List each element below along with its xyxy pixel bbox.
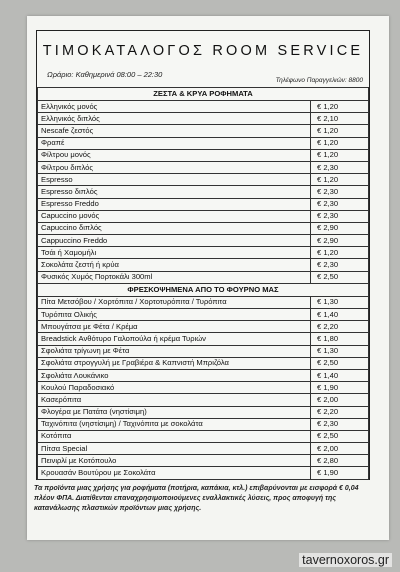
order-phone: Τηλέφωνο Παραγγελιών: 8800: [275, 77, 363, 84]
item-name: Κρουασάν Βουτύρου με Σοκολάτα: [38, 467, 311, 479]
menu-item-row: [38, 333, 369, 345]
item-price: € 1,90: [311, 467, 369, 479]
item-price: € 1,80: [311, 333, 369, 345]
menu-item-row: [38, 394, 369, 406]
item-price: € 2,10: [311, 113, 369, 125]
item-price: € 2,30: [311, 186, 369, 198]
item-price: € 2,00: [311, 443, 369, 455]
item-price: € 2,00: [311, 394, 369, 406]
menu-item-row: [38, 443, 369, 455]
item-price: € 1,30: [311, 296, 369, 308]
section-title: ΦΡΕΣΚΟΨΗΜΕΝΑ ΑΠΟ ΤΟ ΦΟΥΡΝΟ ΜΑΣ: [38, 283, 369, 296]
item-price: € 2,20: [311, 321, 369, 333]
menu-item-row: [38, 357, 369, 369]
item-name: Φλογέρα με Πατάτα (νηστίσιμη): [38, 406, 311, 418]
menu-item-row: [38, 296, 369, 308]
item-name: Ταχινόπιτα (νηστίσιμη) / Ταχινόπιτα με σοκολάτα: [38, 418, 311, 430]
item-name: Breadstick Ανθότυρο Γαλοπούλα ή κρέμα Τυριών: [38, 333, 311, 345]
menu-item-row: [38, 467, 369, 479]
item-name: Μπουγάτσα με Φέτα / Κρέμα: [38, 321, 311, 333]
item-name: Capuccino διπλός: [38, 222, 311, 234]
item-name: Φίλτρου διπλός: [38, 161, 311, 173]
menu-item-row: [38, 247, 369, 259]
item-name: Σοκολάτα ζεστή ή κρύα: [38, 259, 311, 271]
disposable-fee-note: Τα προϊόντα μιας χρήσης για ροφήματα (ποτήρια, καπάκια, κτλ.) επιβαρύνονται με εισφορά € 0,04 πλέον ΦΠΑ. Διατίθενται επαναχρησιμοποιούμενες εναλλακτικές λύσεις, προς αποφυγή της κατανάλωσης πλαστικών προϊόντων μιας χρήσης.: [34, 485, 359, 512]
opening-hours: Ωράριο: Καθημερινά 08:00 – 22:30: [47, 70, 163, 79]
item-name: Espresso διπλός: [38, 186, 311, 198]
item-name: Κουλού Παραδοσιακό: [38, 382, 311, 394]
item-price: € 1,30: [311, 345, 369, 357]
menu-item-row: [38, 309, 369, 321]
item-price: € 1,20: [311, 125, 369, 137]
menu-item-row: [38, 101, 369, 113]
menu-item-row: [38, 149, 369, 161]
menu-item-row: [38, 271, 369, 283]
item-price: € 2,90: [311, 235, 369, 247]
item-price: € 2,20: [311, 406, 369, 418]
item-name: Σφολιάτα τρίγωνη με Φέτα: [38, 345, 311, 357]
item-name: Φραπέ: [38, 137, 311, 149]
item-name: Πεινιρλί με Κοτόπουλο: [38, 455, 311, 467]
menu-item-row: [38, 186, 369, 198]
item-name: Τυρόπιτα Ολικής: [38, 309, 311, 321]
site-watermark: tavernoxoros.gr: [299, 553, 392, 567]
item-name: Capuccino μονός: [38, 210, 311, 222]
section-header: [38, 283, 369, 296]
item-price: € 2,30: [311, 198, 369, 210]
item-price: € 1,90: [311, 382, 369, 394]
menu-item-row: [38, 198, 369, 210]
item-name: Ελληνικός διπλός: [38, 113, 311, 125]
item-price: € 1,20: [311, 149, 369, 161]
item-price: € 2,50: [311, 357, 369, 369]
item-price: € 1,20: [311, 174, 369, 186]
item-price: € 1,20: [311, 247, 369, 259]
menu-item-row: [38, 345, 369, 357]
item-name: Κασερόπιτα: [38, 394, 311, 406]
menu-item-row: [38, 174, 369, 186]
menu-item-row: [38, 161, 369, 173]
item-price: € 2,30: [311, 259, 369, 271]
menu-item-row: [38, 430, 369, 442]
item-name: Τσάι ή Χαμομήλι: [38, 247, 311, 259]
item-name: Ελληνικός μονός: [38, 101, 311, 113]
menu-item-row: [38, 210, 369, 222]
menu-item-row: [38, 125, 369, 137]
item-name: Espresso Freddo: [38, 198, 311, 210]
item-price: € 2,30: [311, 210, 369, 222]
item-price: € 1,20: [311, 101, 369, 113]
item-price: € 1,40: [311, 309, 369, 321]
item-price: € 2,50: [311, 430, 369, 442]
section-header: [38, 88, 369, 101]
item-price: € 1,20: [311, 137, 369, 149]
item-price: € 2,30: [311, 418, 369, 430]
item-name: Nescafe ζεστός: [38, 125, 311, 137]
menu-item-row: [38, 235, 369, 247]
item-name: Πίτα Μετσόβου / Χορτόπιτα / Χορτοτυρόπιτα / Τυρόπιτα: [38, 296, 311, 308]
item-name: Σφολιάτα στρογγυλή με Γραβιέρα & Καπνιστή Μπριζόλα: [38, 357, 311, 369]
price-table: [37, 87, 369, 480]
item-name: Φίλτρου μονός: [38, 149, 311, 161]
menu-item-row: [38, 455, 369, 467]
item-name: Σφολιάτα Λουκάνικο: [38, 369, 311, 381]
menu-item-row: [38, 137, 369, 149]
menu-title: ΤΙΜΟΚΑΤΑΛΟΓΟΣ ROOM SERVICE: [42, 43, 364, 59]
menu-item-row: [38, 382, 369, 394]
menu-item-row: [38, 406, 369, 418]
item-price: € 2,80: [311, 455, 369, 467]
item-name: Κοτόπιτα: [38, 430, 311, 442]
item-price: € 2,90: [311, 222, 369, 234]
item-name: Espresso: [38, 174, 311, 186]
section-title: ΖΕΣΤΑ & ΚΡΥΑ ΡΟΦΗΜΑΤΑ: [38, 88, 369, 101]
item-price: € 2,50: [311, 271, 369, 283]
menu-item-row: [38, 321, 369, 333]
menu-item-row: [38, 418, 369, 430]
item-price: € 1,40: [311, 369, 369, 381]
menu-sheet: [27, 16, 389, 540]
menu-table-frame: [36, 30, 370, 480]
menu-item-row: [38, 222, 369, 234]
menu-item-row: [38, 369, 369, 381]
menu-item-row: [38, 259, 369, 271]
item-price: € 2,30: [311, 161, 369, 173]
menu-item-row: [38, 113, 369, 125]
item-name: Cappuccino Freddo: [38, 235, 311, 247]
item-name: Φυσικός Χυμός Πορτοκάλι 300ml: [38, 271, 311, 283]
item-name: Πίτσα Special: [38, 443, 311, 455]
